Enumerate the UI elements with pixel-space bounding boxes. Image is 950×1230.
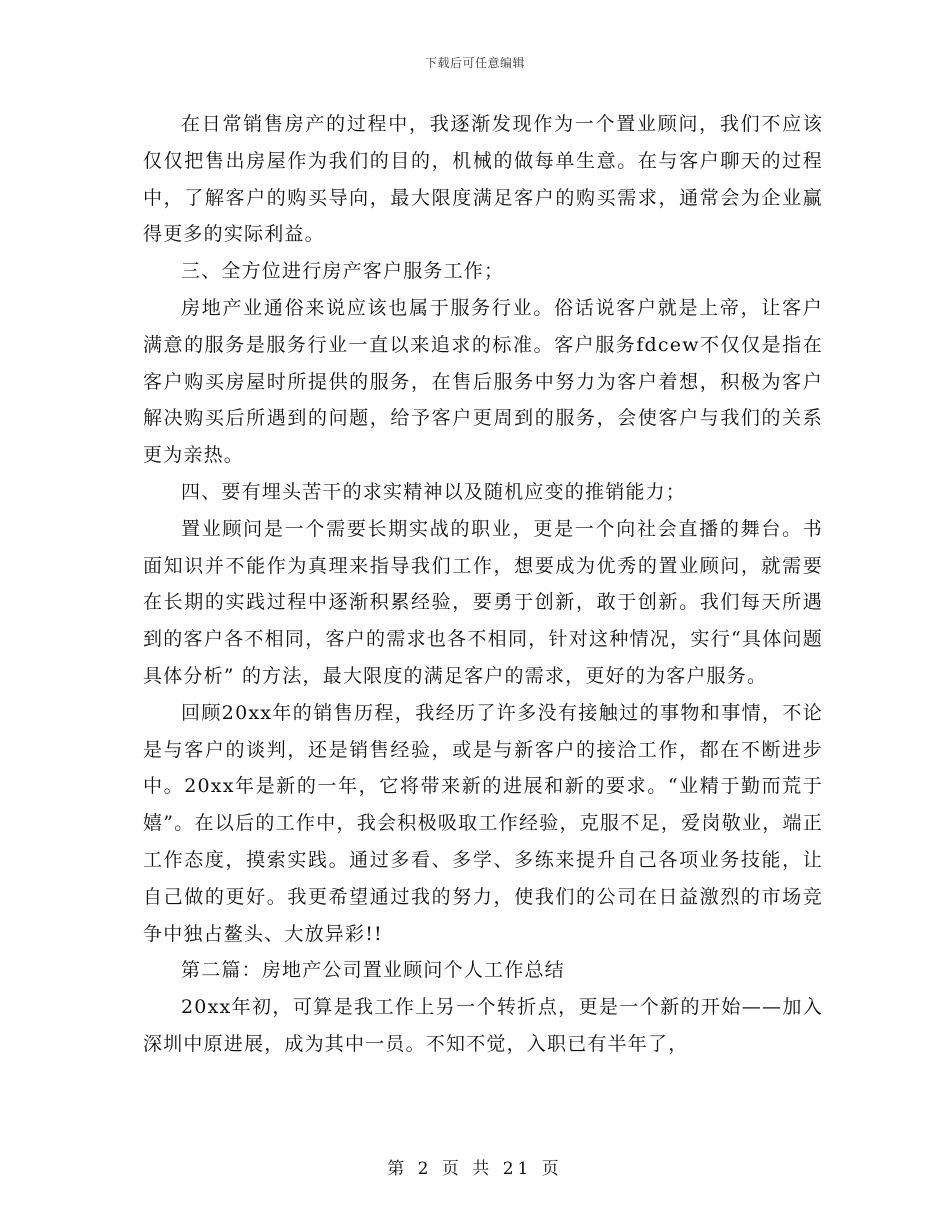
paragraph-sales-insight: 在日常销售房产的过程中，我逐渐发现作为一个置业顾问，我们不应该仅仅把售出房屋作为我们的目的，机械的做每单生意。在与客户聊天的过程中，了解客户的购买导向，最大限度满足客户的购买需求，通常会为企业赢得更多的实际利益。 — [143, 113, 823, 246]
heading-section-three: 三、全方位进行房产客户服务工作； — [181, 260, 505, 283]
paragraph-chapter-two-intro: 20xx年初，可算是我工作上另一个转折点，更是一个新的开始——加入深圳中原进展，成为其中一员。不知不觉，入职已有半年了， — [143, 996, 823, 1055]
document-body — [143, 106, 823, 1063]
paragraph-customer-service: 房地产业通俗来说应该也属于服务行业。俗话说客户就是上帝，让客户满意的服务是服务行业一直以来追求的标准。客户服务fdcew不仅仅是指在客户购买房屋时所提供的服务，在售后服务中努力为客户着想，积极为客户解决购买后所遇到的问题，给予客户更周到的服务，会使客户与我们的关系更为亲热。 — [143, 296, 823, 467]
page-header: 下载后可任意编辑 — [424, 56, 525, 70]
paragraph-consultant-career: 置业顾问是一个需要长期实战的职业，更是一个向社会直播的舞台。书面知识并不能作为真理来指导我们工作，想要成为优秀的置业顾问，就需要在长期的实践过程中逐渐积累经验，要勇于创新，敢于创新。我们每天所遇到的客户各不相同，客户的需求也各不相同，针对这种情况，实行“具体问题具体分析” 的方法，最大限度的满足客户的需求，更好的为客户服务。 — [143, 517, 823, 687]
heading-section-four: 四、要有埋头苦干的求实精神以及随机应变的推销能力； — [181, 480, 687, 503]
paragraph-year-review: 回顾20xx年的销售历程，我经历了许多没有接触过的事物和事情，不论是与客户的谈判，还是销售经验，或是与新客户的接洽工作，都在不断进步中。20xx年是新的一年，它将带来新的进展和新的要求。“业精于勤而荒于嬉”。在以后的工作中，我会积极吸取工作经验，克服不足，爱岗敬业，端正工作态度，摸索实践。通过多看、多学、多练来提升自己各项业务技能，让自己做的更好。我更希望通过我的努力，使我们的公司在日益激烈的市场竞争中独占鳌头、大放异彩!! — [143, 701, 823, 945]
heading-chapter-two: 第二篇：房地产公司置业顾问个人工作总结 — [181, 959, 565, 982]
page-footer-page-number: 第 2 页 共 21 页 — [387, 1159, 563, 1179]
